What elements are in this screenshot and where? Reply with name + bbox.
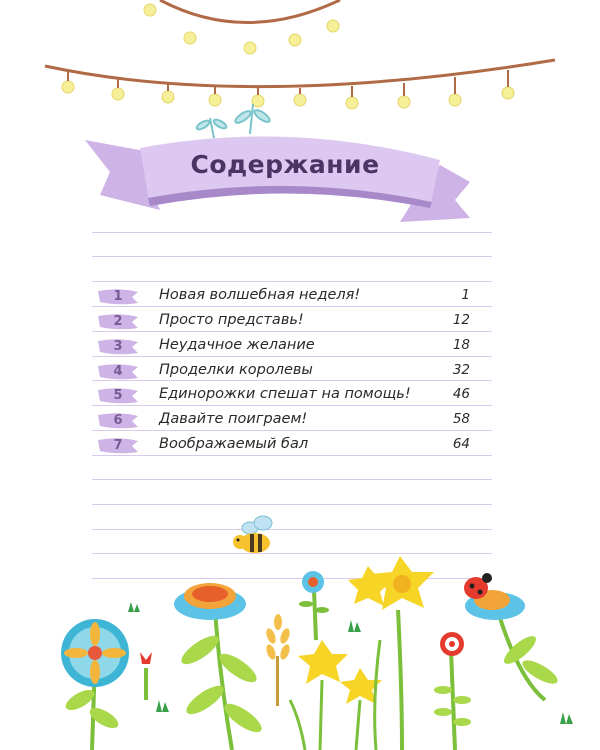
orange-flower-icon xyxy=(174,583,246,620)
chapter-number: 7 xyxy=(113,438,123,453)
tulip-icon xyxy=(140,652,152,664)
chapter-number: 2 xyxy=(113,314,123,329)
chapter-title: Неудачное желание xyxy=(159,337,315,353)
chapter-title: Новая волшебная неделя! xyxy=(159,287,361,303)
blue-flower-icon xyxy=(61,619,129,687)
chapter-title: Единорожки спешат на помощь! xyxy=(159,386,411,402)
chapter-title: Проделки королевы xyxy=(159,362,313,378)
red-flower-icon xyxy=(440,632,464,656)
chapter-number: 6 xyxy=(113,413,123,428)
chapter-number: 4 xyxy=(113,364,123,379)
chapter-title: Просто представь! xyxy=(159,312,304,328)
chapter-page: 64 xyxy=(452,436,470,452)
chapter-number: 1 xyxy=(113,289,123,304)
wheat-icon xyxy=(265,614,292,706)
chapter-title: Воображаемый бал xyxy=(159,436,309,452)
chapter-page: 18 xyxy=(452,337,470,353)
chapter-page: 58 xyxy=(452,411,470,427)
ladybug-icon xyxy=(464,573,525,620)
page-title: Содержание xyxy=(190,150,380,179)
chapter-page: 1 xyxy=(461,287,470,303)
chapter-page: 32 xyxy=(452,362,470,378)
chapter-page: 46 xyxy=(452,386,470,402)
bee-icon xyxy=(233,516,272,553)
chapter-number: 3 xyxy=(113,339,123,354)
chapter-number: 5 xyxy=(113,388,123,403)
chapter-title: Давайте поиграем! xyxy=(159,411,308,427)
chapter-page: 12 xyxy=(452,312,470,328)
